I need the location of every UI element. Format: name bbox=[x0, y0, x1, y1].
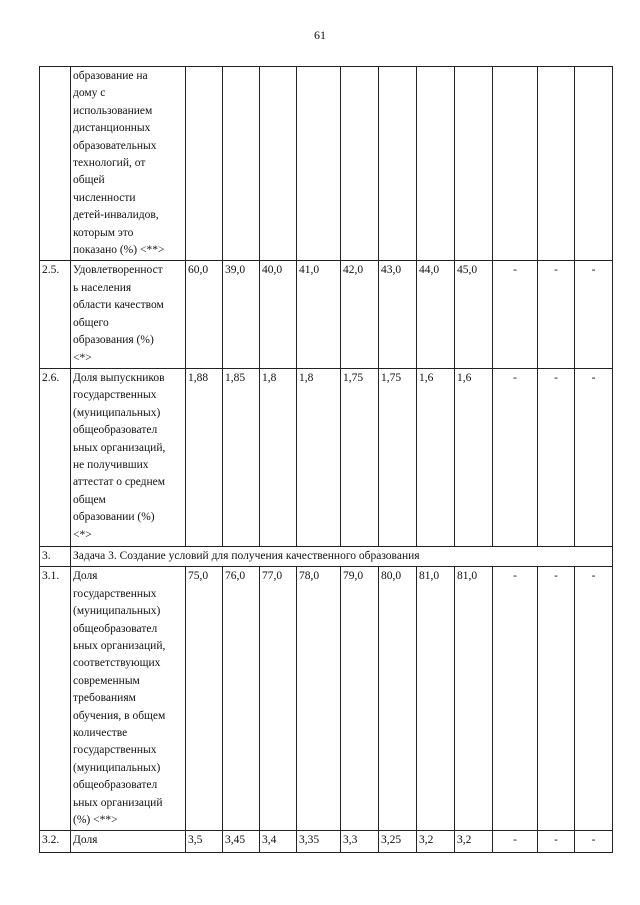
task-number-cell-text: 3. bbox=[42, 549, 51, 562]
value-cell-text: 39,0 bbox=[225, 264, 246, 277]
value-cell-text: 1,88 bbox=[188, 371, 209, 384]
value-cell bbox=[186, 831, 223, 853]
value-cell bbox=[186, 567, 223, 831]
value-cell bbox=[455, 368, 493, 546]
value-cell bbox=[260, 567, 297, 831]
value-cell-text: 77,0 bbox=[262, 570, 283, 583]
value-cell-text: 3,4 bbox=[262, 834, 277, 847]
row-number-cell bbox=[40, 368, 71, 546]
dash-cell bbox=[538, 567, 575, 831]
dash-cell-text: - bbox=[513, 570, 517, 583]
indicator-cell-text: Удовлетворенност ь населения области качеством общего образования (%) <*> bbox=[73, 264, 164, 364]
value-cell-text: 42,0 bbox=[343, 264, 364, 277]
row-number-cell bbox=[40, 831, 71, 853]
value-cell-text: 75,0 bbox=[188, 570, 209, 583]
dash-cell-text: - bbox=[554, 834, 558, 847]
value-cell bbox=[455, 261, 493, 368]
value-cell-text: 80,0 bbox=[381, 570, 402, 583]
indicators-table bbox=[39, 66, 613, 853]
value-cell-text: 1,75 bbox=[343, 371, 364, 384]
dash-cell-text: - bbox=[591, 570, 596, 583]
value-cell-text: 3,45 bbox=[225, 834, 246, 847]
value-cell bbox=[297, 368, 341, 546]
task-title-cell-text: Задача 3. Создание условий для получения качественного образования bbox=[73, 549, 420, 562]
value-cell bbox=[297, 831, 341, 853]
dash-cell bbox=[575, 67, 613, 261]
value-cell bbox=[341, 67, 379, 261]
value-cell bbox=[379, 831, 417, 853]
value-cell-text: 79,0 bbox=[343, 570, 364, 583]
page-number: 61 bbox=[314, 28, 326, 42]
value-cell-text: 1,8 bbox=[299, 371, 314, 384]
value-cell-text: 81,0 bbox=[457, 570, 478, 583]
value-cell bbox=[417, 368, 455, 546]
indicator-cell bbox=[71, 67, 186, 261]
indicator-cell-text: образование на дому с использованием дистанционных образовательных технологий, от общей численности детей-инвалидов, которым это показано (%) <**> bbox=[73, 70, 165, 257]
value-cell bbox=[417, 567, 455, 831]
indicator-cell-text: Доля государственных (муниципальных) общеобразовател ьных организаций, соответствующих современным требованиям обучения, в общем количестве государственных (муниципальных) общеобразовател ьных организаций (%) <**> bbox=[73, 570, 166, 826]
table-row bbox=[40, 368, 613, 546]
value-cell bbox=[297, 67, 341, 261]
value-cell bbox=[260, 261, 297, 368]
dash-cell bbox=[538, 261, 575, 368]
value-cell-text: 60,0 bbox=[188, 264, 209, 277]
value-cell-text: 3,25 bbox=[381, 834, 402, 847]
row-number-cell bbox=[40, 261, 71, 368]
value-cell-text: 45,0 bbox=[457, 264, 478, 277]
dash-cell bbox=[493, 368, 538, 546]
indicator-cell-text: Доля bbox=[73, 834, 98, 847]
dash-cell-text: - bbox=[591, 834, 596, 847]
value-cell bbox=[297, 261, 341, 368]
value-cell-text: 40,0 bbox=[262, 264, 283, 277]
indicator-cell bbox=[71, 368, 186, 546]
value-cell-text: 81,0 bbox=[419, 570, 440, 583]
value-cell bbox=[260, 368, 297, 546]
dash-cell bbox=[538, 67, 575, 261]
value-cell bbox=[455, 567, 493, 831]
indicator-cell bbox=[71, 567, 186, 831]
value-cell-text: 3,35 bbox=[299, 834, 320, 847]
dash-cell-text: - bbox=[591, 371, 596, 384]
value-cell bbox=[297, 567, 341, 831]
value-cell bbox=[417, 261, 455, 368]
dash-cell-text: - bbox=[554, 570, 558, 583]
row-number-cell-text: 2.6. bbox=[42, 371, 60, 384]
value-cell bbox=[341, 831, 379, 853]
dash-cell bbox=[493, 567, 538, 831]
value-cell bbox=[379, 368, 417, 546]
dash-cell bbox=[493, 831, 538, 853]
table-row bbox=[40, 831, 613, 853]
row-number-cell-text: 2.5. bbox=[42, 264, 60, 277]
value-cell bbox=[260, 831, 297, 853]
value-cell bbox=[223, 368, 260, 546]
value-cell-text: 41,0 bbox=[299, 264, 320, 277]
value-cell bbox=[223, 831, 260, 853]
value-cell-text: 1,75 bbox=[381, 371, 402, 384]
value-cell bbox=[186, 261, 223, 368]
value-cell-text: 3,3 bbox=[343, 834, 358, 847]
dash-cell bbox=[575, 831, 613, 853]
dash-cell bbox=[493, 67, 538, 261]
value-cell bbox=[186, 67, 223, 261]
indicator-cell-text: Доля выпускников государственных (муниципальных) общеобразовател ьных организаций, не получивших аттестат о среднем общем образовании (%) <*> bbox=[73, 371, 166, 541]
value-cell bbox=[455, 67, 493, 261]
table-row bbox=[40, 261, 613, 368]
dash-cell-text: - bbox=[591, 264, 596, 277]
dash-cell-text: - bbox=[513, 371, 517, 384]
value-cell bbox=[341, 261, 379, 368]
indicator-cell bbox=[71, 831, 186, 853]
row-number-cell bbox=[40, 567, 71, 831]
value-cell bbox=[223, 567, 260, 831]
value-cell bbox=[417, 67, 455, 261]
row-number-cell-text: 3.2. bbox=[42, 834, 60, 847]
value-cell bbox=[379, 261, 417, 368]
value-cell-text: 76,0 bbox=[225, 570, 246, 583]
task-row bbox=[40, 546, 613, 566]
value-cell bbox=[223, 261, 260, 368]
dash-cell bbox=[575, 567, 613, 831]
value-cell-text: 78,0 bbox=[299, 570, 320, 583]
value-cell bbox=[379, 567, 417, 831]
value-cell-text: 44,0 bbox=[419, 264, 440, 277]
value-cell bbox=[417, 831, 455, 853]
row-number-cell bbox=[40, 67, 71, 261]
value-cell-text: 3,5 bbox=[188, 834, 203, 847]
value-cell bbox=[341, 368, 379, 546]
value-cell-text: 1,85 bbox=[225, 371, 246, 384]
dash-cell bbox=[575, 368, 613, 546]
dash-cell-text: - bbox=[513, 264, 517, 277]
value-cell-text: 1,6 bbox=[419, 371, 434, 384]
table-row bbox=[40, 67, 613, 261]
indicator-cell bbox=[71, 261, 186, 368]
value-cell-text: 1,8 bbox=[262, 371, 277, 384]
value-cell-text: 3,2 bbox=[457, 834, 472, 847]
value-cell bbox=[379, 67, 417, 261]
dash-cell bbox=[538, 831, 575, 853]
value-cell-text: 1,6 bbox=[457, 371, 472, 384]
row-number-cell-text: 3.1. bbox=[42, 570, 60, 583]
value-cell bbox=[223, 67, 260, 261]
task-title-cell bbox=[71, 546, 613, 566]
dash-cell-text: - bbox=[554, 371, 558, 384]
table-row bbox=[40, 567, 613, 831]
dash-cell-text: - bbox=[554, 264, 558, 277]
dash-cell bbox=[538, 368, 575, 546]
dash-cell bbox=[493, 261, 538, 368]
value-cell-text: 43,0 bbox=[381, 264, 402, 277]
task-number-cell bbox=[40, 546, 71, 566]
value-cell bbox=[186, 368, 223, 546]
value-cell bbox=[341, 567, 379, 831]
value-cell bbox=[455, 831, 493, 853]
value-cell bbox=[260, 67, 297, 261]
dash-cell-text: - bbox=[513, 834, 517, 847]
dash-cell bbox=[575, 261, 613, 368]
value-cell-text: 3,2 bbox=[419, 834, 434, 847]
